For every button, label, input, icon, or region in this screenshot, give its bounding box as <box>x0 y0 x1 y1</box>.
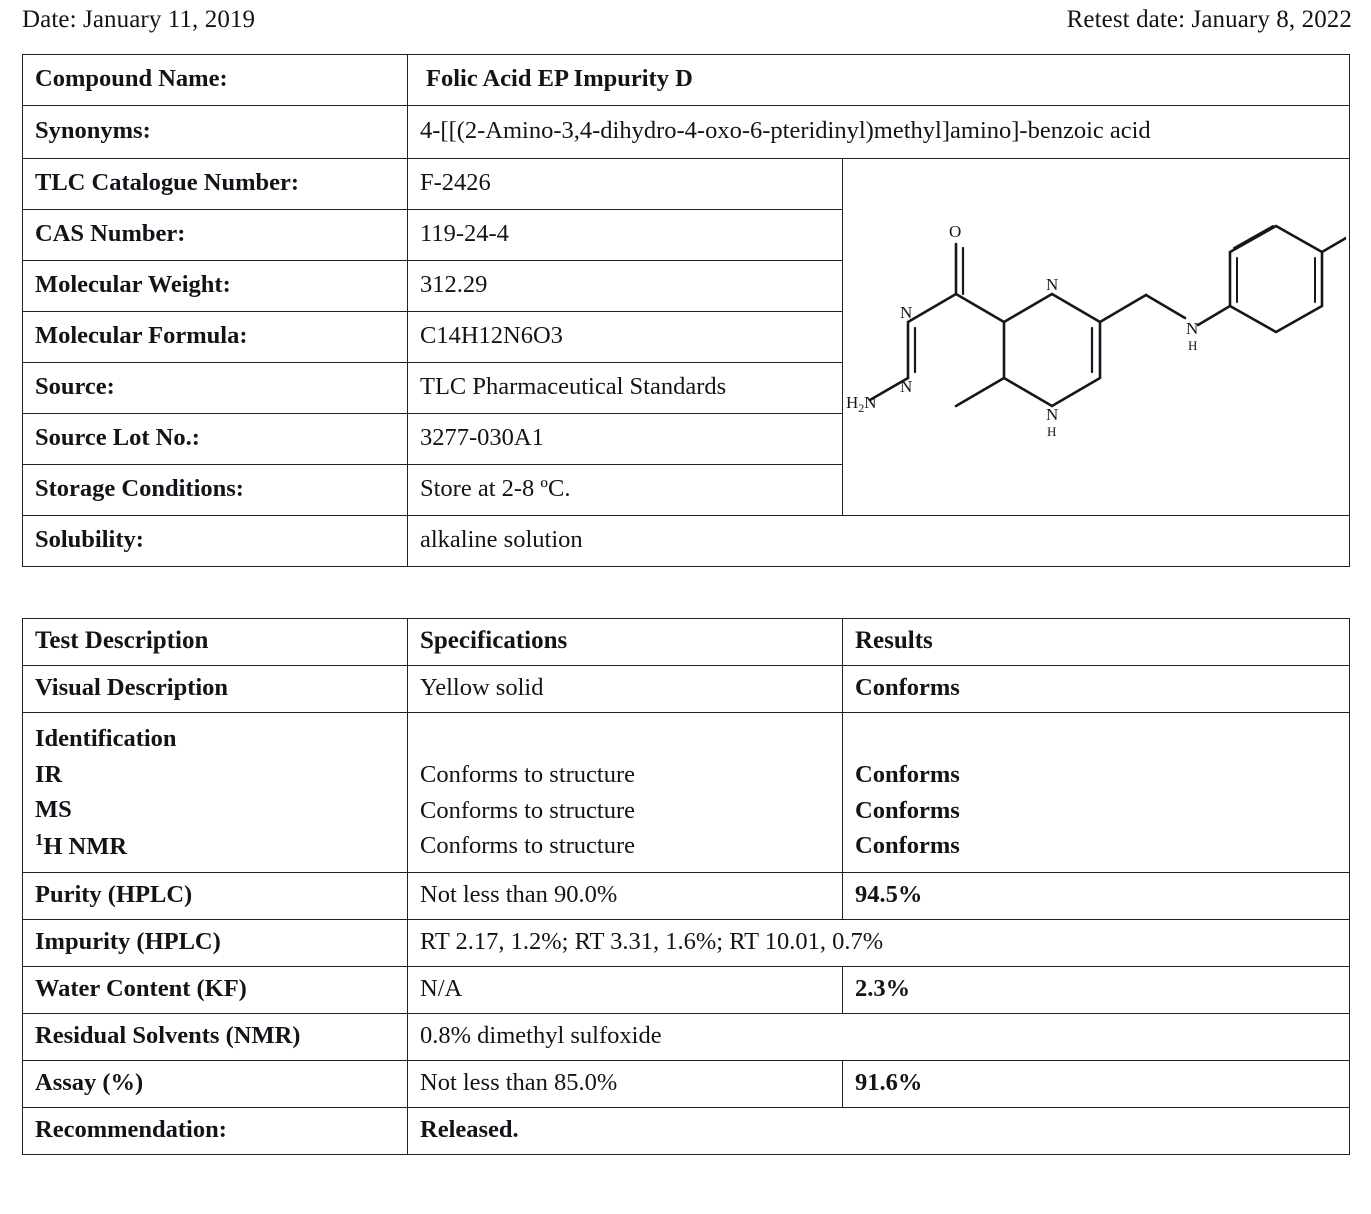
result-water-content-kf: 2.3% <box>843 967 1350 1014</box>
value-solubility: alkaline solution <box>408 516 1350 567</box>
atom-label-h2n: $H_2N$ <box>846 393 877 415</box>
result-visual-description: Conforms <box>843 666 1350 713</box>
value-tlc-catalogue-number: F-2426 <box>408 159 843 210</box>
spec-identification-ir: Conforms to structure <box>420 761 636 789</box>
atom-label-n: N <box>900 377 913 396</box>
result-purity-hplc: 94.5% <box>843 873 1350 920</box>
test-impurity-hplc: Impurity (HPLC) <box>23 920 408 967</box>
structure-diagram <box>843 159 1350 516</box>
table-row <box>23 713 1350 873</box>
retest-date: Retest date: January 8, 2022 <box>1066 6 1352 33</box>
table-row <box>23 967 1350 1014</box>
value-molecular-weight: 312.29 <box>408 261 843 312</box>
test-purity-hplc: Purity (HPLC) <box>23 873 408 920</box>
label-synonyms: Synonyms: <box>23 106 408 159</box>
label-compound-name: Compound Name: <box>23 55 408 106</box>
table-row <box>23 55 1350 106</box>
table-row <box>23 106 1350 159</box>
table-row <box>23 873 1350 920</box>
spec-identification-ms: Conforms to structure <box>420 796 636 824</box>
result-identification-ms: Conforms <box>855 796 960 824</box>
label-molecular-formula: Molecular Formula: <box>23 312 408 363</box>
header <box>22 6 1352 34</box>
column-header-specifications: Specifications <box>408 619 843 666</box>
spec-purity-hplc: Not less than 90.0% <box>408 873 843 920</box>
compound-info-table <box>22 54 1350 567</box>
label-source-lot-no: Source Lot No.: <box>23 414 408 465</box>
label-recommendation: Recommendation: <box>23 1108 408 1155</box>
result-identification-ir: Conforms <box>855 761 960 789</box>
atom-label-n-bridge: N <box>1186 319 1199 338</box>
atom-label-h: H <box>1047 424 1057 439</box>
label-source: Source: <box>23 363 408 414</box>
atom-label-h: H <box>1188 338 1198 353</box>
value-synonyms: 4-[[(2-Amino-3,4-dihydro-4-oxo-6-pteridinyl)methyl]amino]-benzoic acid <box>408 106 1350 159</box>
issue-date: Date: January 11, 2019 <box>22 6 256 33</box>
test-visual-description: Visual Description <box>23 666 408 713</box>
table-row <box>23 1014 1350 1061</box>
test-residual-solvents-nmr: Residual Solvents (NMR) <box>23 1014 408 1061</box>
value-storage-conditions: Store at 2-8 ºC. <box>408 465 843 516</box>
value-source-lot-no: 3277-030A1 <box>408 414 843 465</box>
label-molecular-weight: Molecular Weight: <box>23 261 408 312</box>
spec-visual-description: Yellow solid <box>408 666 843 713</box>
table-row <box>23 920 1350 967</box>
spec-impurity-hplc: RT 2.17, 1.2%; RT 3.31, 1.6%; RT 10.01, 0.7% <box>408 920 1350 967</box>
structure-image <box>843 159 1349 515</box>
atom-label-n: N <box>1046 405 1059 424</box>
label-storage-conditions: Storage Conditions: <box>23 465 408 516</box>
spec-identification-hnmr: Conforms to structure <box>420 832 636 860</box>
label-tlc-catalogue-number: TLC Catalogue Number: <box>23 159 408 210</box>
test-identification-hnmr: $^1$H NMR <box>35 829 128 860</box>
column-header-test-description: Test Description <box>23 619 408 666</box>
spec-residual-solvents-nmr: 0.8% dimethyl sulfoxide <box>408 1014 1350 1061</box>
table-row <box>23 1061 1350 1108</box>
test-identification-ms: MS <box>35 796 72 824</box>
atom-label-n: N <box>1046 275 1059 294</box>
atom-label-o-ketone: O <box>949 222 962 241</box>
atom-label-n: N <box>900 303 913 322</box>
table-row <box>23 666 1350 713</box>
spec-identification <box>408 713 843 873</box>
table-row <box>23 1108 1350 1155</box>
label-cas-number: CAS Number: <box>23 210 408 261</box>
label-solubility: Solubility: <box>23 516 408 567</box>
test-water-content-kf: Water Content (KF) <box>23 967 408 1014</box>
column-header-results: Results <box>843 619 1350 666</box>
test-identification-title: Identification <box>35 725 177 752</box>
value-cas-number: 119-24-4 <box>408 210 843 261</box>
result-identification-hnmr: Conforms <box>855 832 960 860</box>
molecule-svg <box>846 182 1346 492</box>
table-header-row <box>23 619 1350 666</box>
test-identification-ir: IR <box>35 760 63 788</box>
value-recommendation: Released. <box>408 1108 1350 1155</box>
result-identification <box>843 713 1350 873</box>
spec-water-content-kf: N/A <box>408 967 843 1014</box>
spec-assay: Not less than 85.0% <box>408 1061 843 1108</box>
test-results-table <box>22 618 1350 1155</box>
test-identification <box>23 713 408 873</box>
value-compound-name: Folic Acid EP Impurity D <box>408 55 1350 106</box>
table-row <box>23 516 1350 567</box>
value-molecular-formula: C14H12N6O3 <box>408 312 843 363</box>
test-assay: Assay (%) <box>23 1061 408 1108</box>
result-assay: 91.6% <box>843 1061 1350 1108</box>
value-source: TLC Pharmaceutical Standards <box>408 363 843 414</box>
table-row <box>23 159 1350 210</box>
